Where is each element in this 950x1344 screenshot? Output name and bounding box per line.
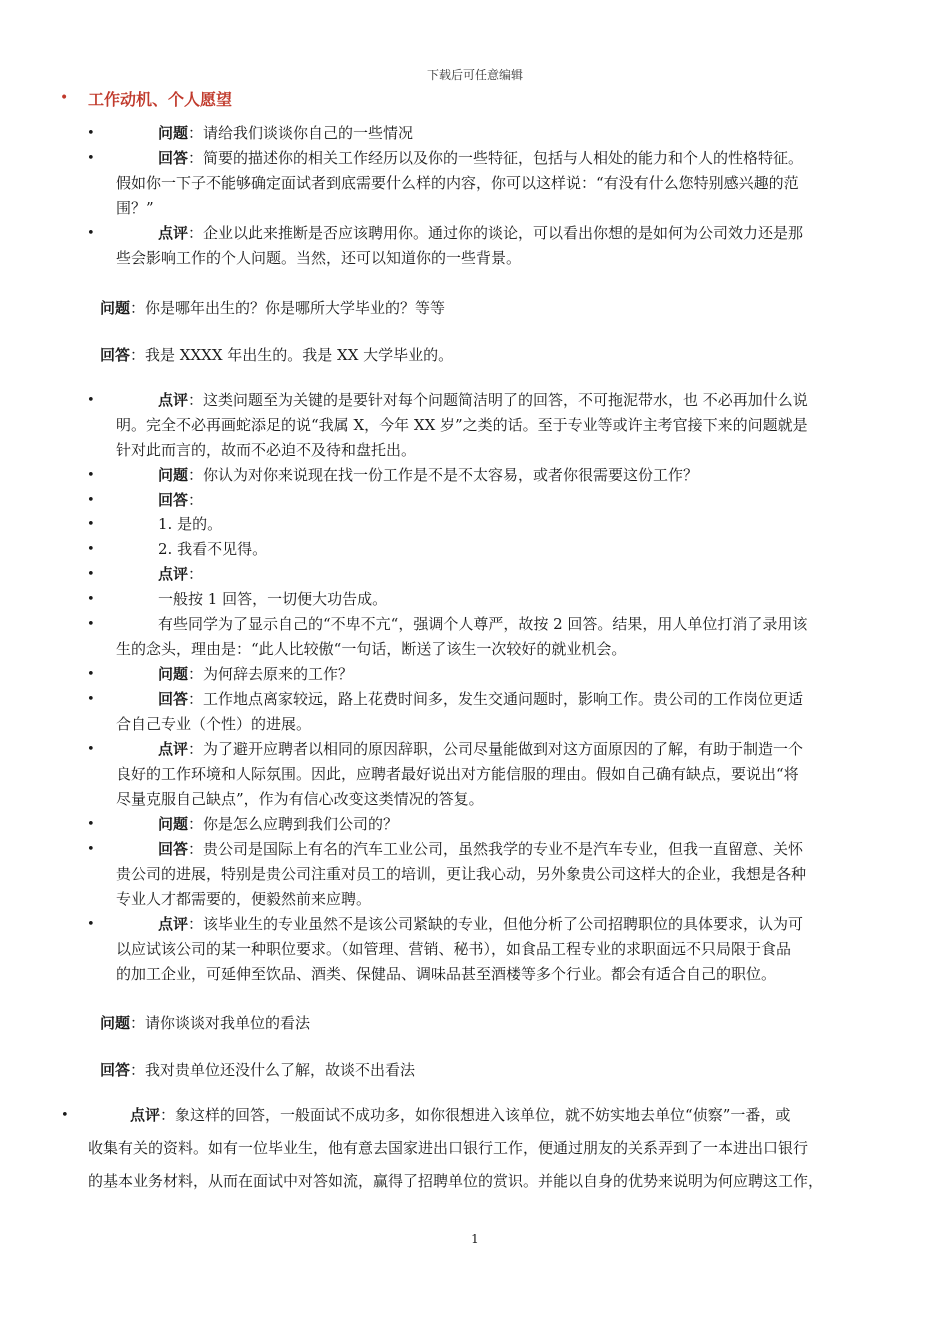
colon: ： [188, 815, 204, 833]
bullet: • [87, 592, 95, 607]
answer-text: 我是 XXXX 年出生的。我是 XX 大学毕业的。 [145, 346, 454, 364]
item-text-line: 假如你一下子不能够确定面试者到底需要什么样的内容，你可以这样说：“有没有什么您特别感兴趣的范 [116, 174, 799, 192]
item-text-line: 简要的描述你的相关工作经历以及你的一些特征，包括与人相处的能力和个人的性格特征。 [203, 149, 804, 167]
item-label: 回答 [158, 690, 189, 708]
final-line-3: 的基本业务材料，从而在面试中对答如流，赢得了招聘单位的赏识。并能以自身的优势来说明为何应聘这工作， [88, 1172, 824, 1190]
item-first-line [116, 687, 896, 712]
list-item [87, 687, 896, 737]
bullet: • [87, 542, 95, 557]
item-text-line: 为了避开应聘者以相同的原因辞职，公司尽量能做到对这方面原因的了解，有助于制造一个 [203, 740, 804, 758]
final-text-1: 象这样的回答，一般面试不成功多，如你很想进入该单位，就不妨实地去单位“侦察”一番，或 [175, 1106, 791, 1124]
bullet: • [87, 742, 95, 757]
item-text: 你认为对你来说现在找一份工作是不是不太容易，或者你很需要这份工作？ [203, 466, 699, 484]
item-first-line [116, 512, 896, 537]
item-first-line [116, 812, 896, 837]
item-first-line [116, 737, 896, 762]
item-text-line: 以应试该公司的某一种职位要求。（如管理、营销、秘书），如食品工程专业的求职面远不只局限于食品 [116, 940, 792, 958]
colon: ： [188, 224, 204, 242]
bullet: • [87, 226, 95, 241]
bullet: • [87, 692, 95, 707]
item-text-line: 有些同学为了显示自己的“不卑不亢“，强调个人尊严，故按 2 回答。结果，用人单位打消了录用该 [158, 615, 808, 633]
colon: ： [130, 299, 146, 317]
item-label: 回答 [158, 491, 189, 509]
colon: ： [188, 665, 204, 683]
item-first-line [116, 612, 896, 637]
final-line-1 [88, 1099, 908, 1132]
item-text-line: 工作地点离家较远，路上花费时间多，发生交通问题时，影响工作。贵公司的工作岗位更适 [203, 690, 804, 708]
item-text: 请给我们谈谈你自己的一些情况 [203, 124, 414, 142]
colon: ： [188, 690, 204, 708]
bullet: • [87, 817, 95, 832]
item-first-line [116, 221, 896, 246]
item-text: 为何辞去原来的工作？ [203, 665, 354, 683]
bullet: • [87, 617, 95, 632]
bullet: • [87, 517, 95, 532]
bullet: • [87, 393, 95, 408]
item-label: 点评 [158, 224, 189, 242]
colon: ： [188, 491, 204, 509]
item-text-line: 良好的工作环境和人际氛围。因此，应聘者最好说出对方能信服的理由。假如自己确有缺点，要说出“将 [116, 765, 799, 783]
section-bullet: • [60, 90, 69, 106]
list-item [87, 146, 896, 221]
item-label: 点评 [158, 565, 189, 583]
bullet: • [87, 468, 95, 483]
item-text-line: 贵公司的进展，特别是贵公司注重对员工的培训，更让我心动，另外象贵公司这样大的企业，我想是各种 [116, 865, 807, 883]
item-first-line [116, 463, 896, 488]
paragraph-question-opinion [100, 1011, 310, 1036]
page-header: 下载后可任意编辑 [426, 68, 523, 82]
bullet: • [87, 126, 95, 141]
list-item [87, 612, 896, 662]
paragraph-answer-opinion [100, 1058, 415, 1083]
item-label: 问题 [158, 466, 189, 484]
item-first-line [116, 488, 896, 513]
list-item [87, 488, 896, 513]
list-item [87, 388, 896, 463]
colon: ： [188, 124, 204, 142]
colon: ： [130, 1014, 146, 1032]
list-item [87, 562, 896, 587]
answer-text: 我对贵单位还没什么了解，故谈不出看法 [145, 1061, 416, 1079]
question-text: 你是哪年出生的？你是哪所大学毕业的？等等 [145, 299, 446, 317]
colon: ： [188, 149, 204, 167]
final-line-2: 收集有关的资料。如有一位毕业生，他有意去国家进出口银行工作，便通过朋友的关系弄到了一本进出口银行 [88, 1139, 809, 1157]
answer-label: 回答 [100, 1061, 131, 1079]
item-first-line [116, 388, 896, 413]
item-text-line: 专业人才都需要的，便毅然前来应聘。 [116, 890, 372, 908]
paragraph-answer-birth [100, 343, 453, 368]
list-item [87, 537, 896, 562]
list-item [87, 737, 896, 812]
list-item [87, 662, 896, 687]
list-item [87, 812, 896, 837]
bullet: • [87, 667, 95, 682]
colon: ： [160, 1106, 176, 1124]
item-first-line [116, 146, 896, 171]
colon: ： [130, 1061, 146, 1079]
item-label: 点评 [158, 915, 189, 933]
item-text-line: 合自己专业（个性）的进展。 [116, 715, 312, 733]
item-first-line [116, 121, 896, 146]
list-item [87, 912, 896, 987]
colon: ： [188, 391, 204, 409]
bullet: • [87, 151, 95, 166]
item-label: 点评 [158, 740, 189, 758]
colon: ： [188, 740, 204, 758]
item-first-line [116, 662, 896, 687]
item-label: 问题 [158, 815, 189, 833]
bullet: • [87, 917, 95, 932]
colon: ： [188, 915, 204, 933]
item-first-line [116, 537, 896, 562]
page-number: 1 [471, 1232, 479, 1246]
list-item [87, 587, 896, 612]
item-text: 一般按 1 回答，一切便大功告成。 [158, 590, 388, 608]
item-text-line: 生的念头，理由是：“此人比较傲“一句话，断送了该生一次较好的就业机会。 [116, 640, 627, 658]
question-text: 请你谈谈对我单位的看法 [145, 1014, 311, 1032]
answer-label: 回答 [100, 346, 131, 364]
item-text: 你是怎么应聘到我们公司的？ [203, 815, 399, 833]
item-first-line [116, 837, 896, 862]
final-comment [61, 1099, 908, 1198]
list-item [87, 463, 896, 488]
list-item [87, 512, 896, 537]
item-label: 回答 [158, 840, 189, 858]
list-item [87, 221, 896, 271]
paragraph-question-birth [100, 296, 445, 321]
question-label: 问题 [100, 1014, 131, 1032]
item-label: 点评 [158, 391, 189, 409]
bullet: • [87, 493, 95, 508]
item-label: 问题 [158, 665, 189, 683]
list-item [87, 837, 896, 912]
item-first-line [116, 562, 896, 587]
colon: ： [130, 346, 146, 364]
item-text-line: 的加工企业，可延伸至饮品、酒类、保健品、调味品甚至酒楼等多个行业。都会有适合自己的职位。 [116, 965, 777, 983]
colon: ： [188, 565, 204, 583]
item-label: 问题 [158, 124, 189, 142]
item-text-line: 贵公司是国际上有名的汽车工业公司，虽然我学的专业不是汽车专业，但我一直留意、关怀 [203, 840, 804, 858]
question-label: 问题 [100, 299, 131, 317]
item-text-line: 尽量克服自己缺点”，作为有信心改变这类情况的答复。 [116, 790, 484, 808]
section-title: 工作动机、个人愿望 [88, 90, 233, 109]
colon: ： [188, 840, 204, 858]
item-text-line: 企业以此来推断是否应该聘用你。通过你的谈论，可以看出你想的是如何为公司效力还是那 [203, 224, 804, 242]
bullet: • [87, 567, 95, 582]
item-first-line [116, 587, 896, 612]
item-text: 2. 我看不见得。 [158, 540, 268, 558]
item-label: 回答 [158, 149, 189, 167]
bullet: • [61, 1108, 69, 1123]
item-text: 1. 是的。 [158, 515, 223, 533]
item-text-line: 些会影响工作的个人问题。当然，还可以知道你的一些背景。 [116, 249, 522, 267]
item-text-line: 该毕业生的专业虽然不是该公司紧缺的专业，但他分析了公司招聘职位的具体要求，认为可 [203, 915, 804, 933]
item-text-line: 明。完全不必再画蛇添足的说“我属 X，今年 XX 岁”之类的话。至于专业等或许主考官接下来的问题就是 [116, 416, 808, 434]
item-first-line [116, 912, 896, 937]
comment-label: 点评 [130, 1106, 161, 1124]
item-text-line: 针对此而言的，故而不必迫不及待和盘托出。 [116, 441, 417, 459]
list-item [87, 121, 896, 146]
colon: ： [188, 466, 204, 484]
bullet: • [87, 842, 95, 857]
item-text-line: 这类问题至为关键的是要针对每个问题简洁明了的回答，不可拖泥带水，也 不必再加什么说 [203, 391, 808, 409]
item-text-line: 围？” [116, 199, 154, 217]
